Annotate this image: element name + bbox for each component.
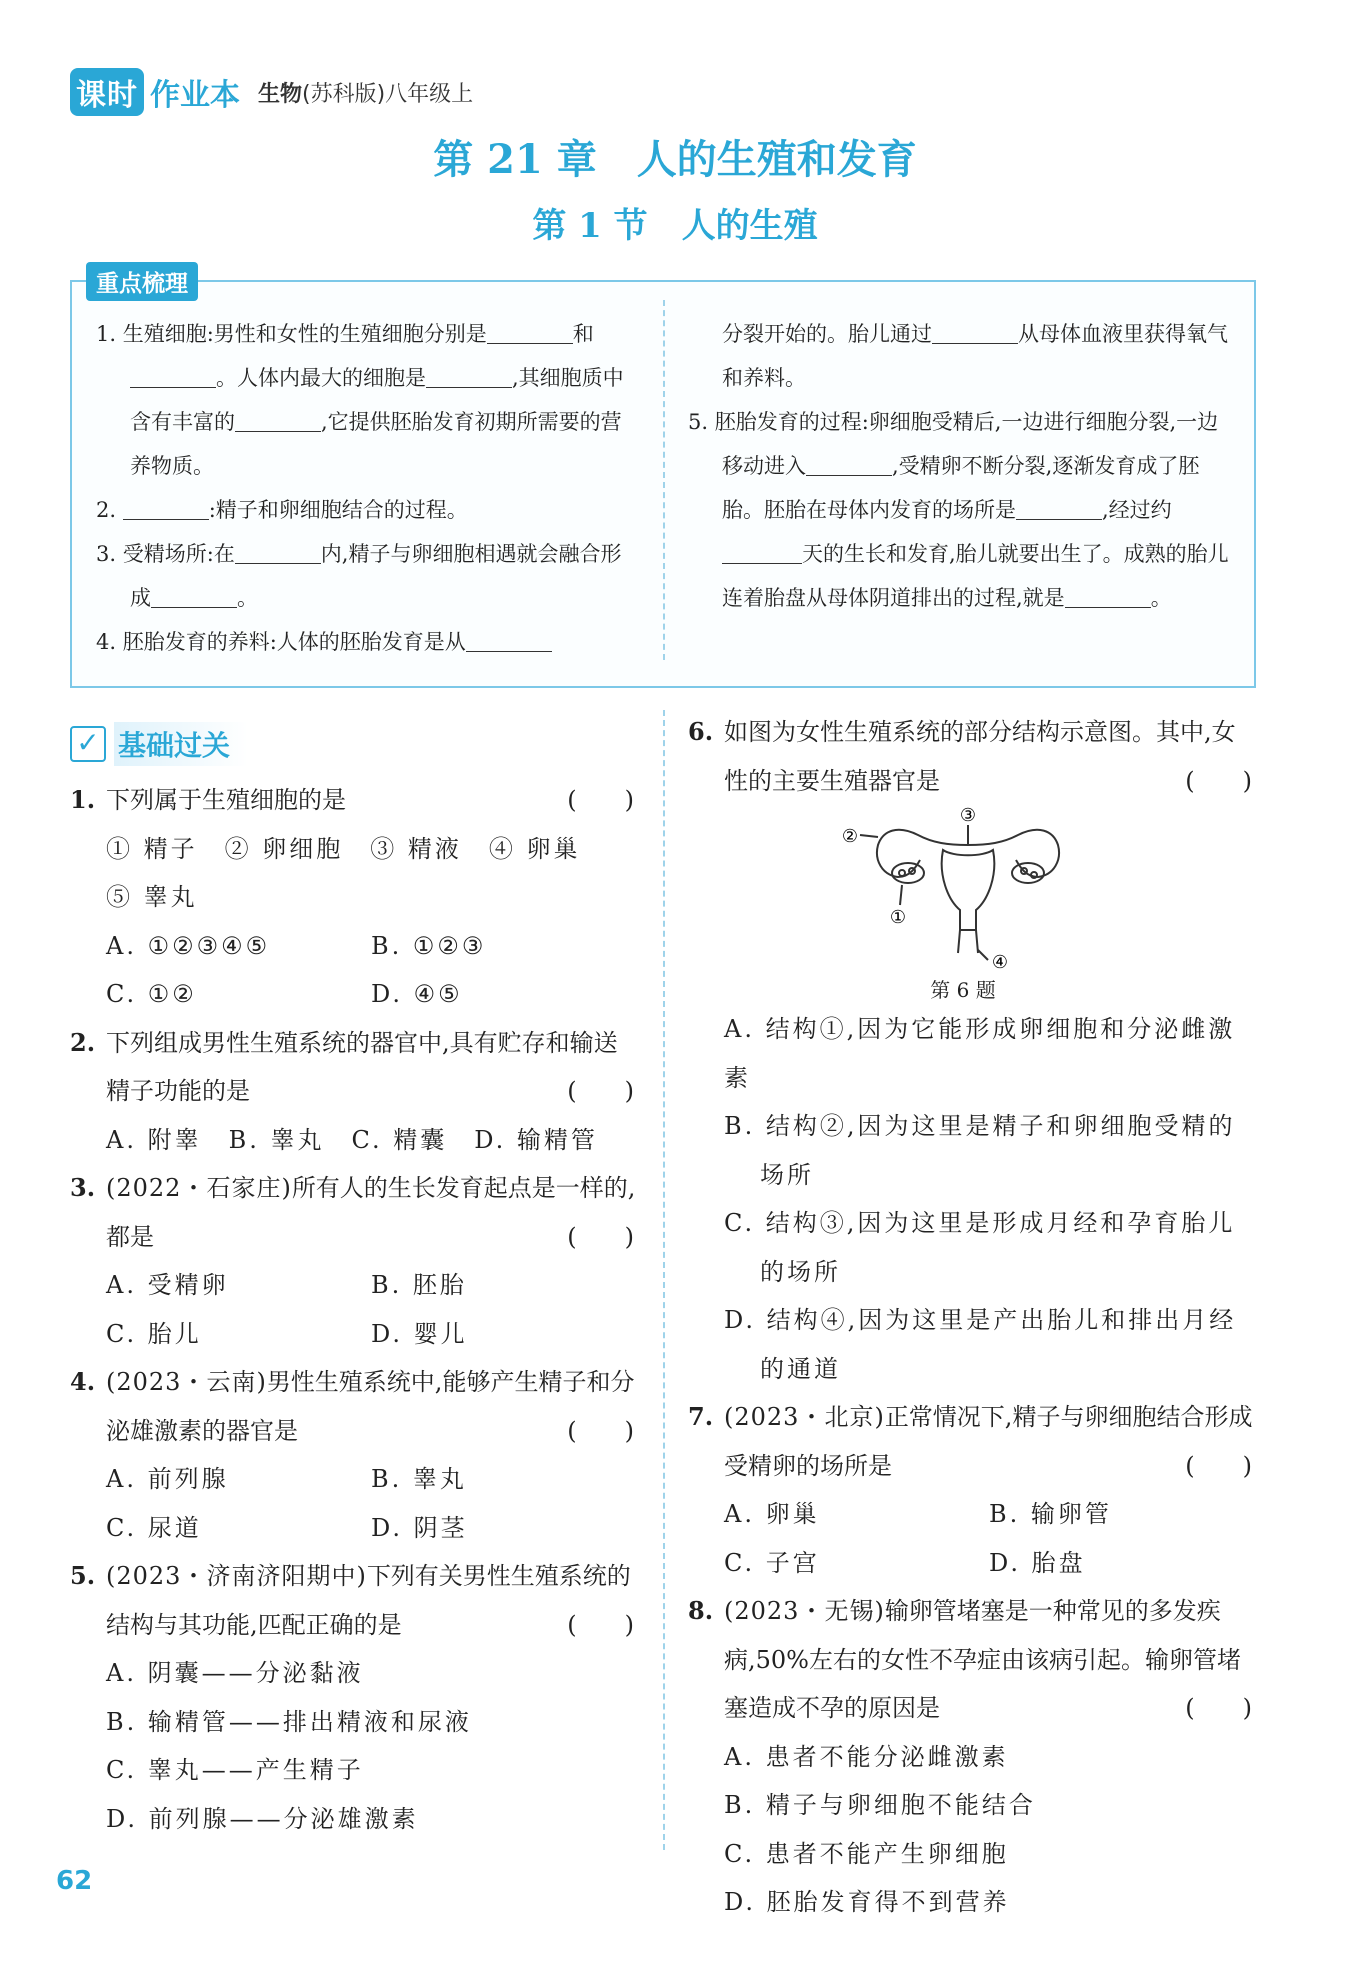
answer-paren[interactable]: ( ) — [567, 786, 634, 814]
question-4: 4. (2023・云南)男性生殖系统中,能够产生精子和分泌雄激素的器官是 ( ) — [70, 1358, 640, 1455]
answer-paren[interactable]: ( ) — [567, 1222, 634, 1251]
answer-paren[interactable]: ( ) — [1185, 1694, 1252, 1722]
logo-text: 作业本 — [150, 78, 240, 113]
blank-line[interactable] — [932, 321, 1018, 344]
divider — [663, 300, 665, 660]
key-point-5: 5. 胚胎发育的过程:卵细胞受精后,一边进行细胞分裂,一边移动进入 ,受精卵不断分裂,逐渐发育成了胚胎。胚胎在母体内发育的场所是 ,经过约天的生长和发育,胎儿就要出生了。成熟的胎儿连着胎盘从母体阴道排出的过程,就是 。 — [688, 410, 1229, 610]
blank-line[interactable] — [426, 365, 512, 388]
question-8: 8. (2023・无锡)输卵管堵塞是一种常见的多发疾病,50%左右的女性不孕症由该病引起。输卵管堵塞造成不孕的原因是 ( ) — [688, 1587, 1258, 1733]
blank-line[interactable] — [722, 541, 802, 564]
answer-paren[interactable]: ( ) — [1185, 1451, 1252, 1480]
question-6: 6. 如图为女性生殖系统的部分结构示意图。其中,女性的主要生殖器官是 ( ) — [688, 708, 1258, 805]
q1-items: ① 精子 ② 卵细胞 ③ 精液 ④ 卵巢 — [106, 834, 581, 863]
page-number: 62 — [56, 1866, 93, 1896]
book-header — [70, 68, 473, 116]
blank-line[interactable] — [1065, 585, 1151, 608]
key-point-4-cont: 分裂开始的。胎儿通过 从母体血液里获得氧气和养料。 — [722, 322, 1228, 390]
blank-line[interactable] — [130, 365, 216, 388]
key-points-left — [96, 312, 636, 664]
key-point-1: 1. 生殖细胞:男性和女性的生殖细胞分别是 和。人体内最大的细胞是 ,其细胞质中含有丰富的 ,它提供胚胎发育初期所需要的营养物质。 — [96, 322, 624, 478]
q1-options-row2: C. ①② D. ④⑤ — [106, 980, 463, 1008]
blank-line[interactable] — [235, 541, 321, 564]
chapter-title: 第 21 章 人的生殖和发育 — [433, 136, 917, 183]
q1-items2: ⑤ 睾丸 — [106, 883, 198, 911]
blank-line[interactable] — [487, 321, 573, 344]
blank-line[interactable] — [123, 497, 209, 520]
subject: 生物(苏科版)八年级上 — [258, 81, 474, 107]
basic-section-label: 基础过关 — [114, 722, 248, 766]
question-2: 2. 下列组成男性生殖系统的器官中,具有贮存和输送精子功能的是 ( ) — [70, 1019, 640, 1116]
column-divider — [663, 710, 665, 1850]
checkbox-icon: ✓ — [70, 726, 106, 762]
key-point-4: 4. 胚胎发育的养料:人体的胚胎发育是从 — [96, 620, 636, 664]
blank-line[interactable] — [1016, 497, 1102, 520]
label-2: ② — [841, 826, 859, 847]
question-7: 7. (2023・北京)正常情况下,精子与卵细胞结合形成受精卵的场所是 ( ) — [688, 1393, 1258, 1490]
label-4: ④ — [991, 952, 1009, 973]
figure-caption: 第 6 题 — [930, 978, 996, 1002]
question-3: 3. (2022・石家庄)所有人的生长发育起点是一样的,都是 ( ) — [70, 1164, 640, 1261]
right-questions: 6. 如图为女性生殖系统的部分结构示意图。其中,女性的主要生殖器官是 ( ) ③ ② ① ④ 第 6 题 A. 结构①,因为它能形成卵细胞和分泌雌激素 B. 结构②,因为这里是精子和卵细胞受精的场所 C. 结构③,因为这里是形成月经和孕育胎儿的场所 D. 结构④,因为这里是产出胎儿和排出月经的通道 7. (2023・北京)正常情况下,精子与卵细胞结合形成受精卵的场所是 ( ) A. 卵巢 B. 输卵管 C. 子宫 D. 胎盘 8. (2023・无锡)输卵管堵塞是一种常见的多发疾病,50%左右的女性不孕症由该病引起。输卵管堵塞造成不孕的原因是 ( ) A. 患者不能分泌雌激素 B. 精子与卵细胞不能结合 C. 患者不能产生卵细胞 D. 胚胎发育得不到营养 — [688, 708, 1258, 1927]
q2-options: A. 附睾 B. 睾丸 C. 精囊 D. 输精管 — [106, 1125, 598, 1154]
question-1: 1. 下列属于生殖细胞的是 ( ) — [70, 776, 640, 825]
section-title: 第 1 节 人的生殖 — [532, 206, 818, 246]
answer-paren[interactable]: ( ) — [1185, 766, 1252, 795]
key-points-right — [688, 312, 1233, 620]
blank-line[interactable] — [235, 409, 321, 432]
key-point-3: 3. 受精场所:在 内,精子与卵细胞相遇就会融合形成 。 — [96, 542, 622, 610]
basic-section-header — [70, 722, 248, 766]
key-point-2: 2. :精子和卵细胞结合的过程。 — [96, 498, 468, 522]
question-5: 5. (2023・济南济阳期中)下列有关男性生殖系统的结构与其功能,匹配正确的是 ( ) — [70, 1552, 640, 1649]
q1-options-row1: A. ①②③④⑤ B. ①②③ — [106, 931, 487, 960]
answer-paren[interactable]: ( ) — [567, 1610, 634, 1639]
logo-box: 课时 — [70, 68, 144, 116]
answer-paren[interactable]: ( ) — [567, 1416, 634, 1445]
female-reproductive-diagram — [838, 805, 1258, 975]
label-1: ① — [889, 907, 907, 928]
key-points-tag: 重点梳理 — [86, 262, 198, 301]
left-questions: 1. 下列属于生殖细胞的是 ( ) ① 精子 ② 卵细胞 ③ 精液 ④ 卵巢 ⑤ 睾丸 A. ①②③④⑤ B. ①②③ C. ①② D. ④⑤ 2. 下列组成男性生殖系统的器官中,具有贮存和输送精子功能的是 ( ) A. 附睾 B. 睾丸 C. 精囊 D. 输精管 3. (2022・石家庄)所有人的生长发育起点是一样的,都是 ( ) A. 受精卵 B. 胚胎 C. 胎儿 D. 婴儿 4. (2023・云南)男性生殖系统中,能够产生精子和分泌雄激素的器官是 ( ) A. 前列腺 B. 睾丸 C. 尿道 D. 阴茎 5. (2023・济南济阳期中)下列有关男性生殖系统的结构与其功能,匹配正确的是 ( ) A. 阴囊——分泌黏液 B. 输精管——排出精液和尿液 C. 睾丸——产生精子 D. 前列腺——分泌雄激素 — [70, 776, 640, 1843]
uterus-illustration — [838, 805, 1098, 975]
blank-line[interactable] — [151, 585, 237, 608]
answer-paren[interactable]: ( ) — [567, 1077, 634, 1105]
blank-line[interactable] — [806, 453, 892, 476]
blank-line[interactable] — [466, 629, 552, 652]
label-3: ③ — [959, 805, 977, 826]
